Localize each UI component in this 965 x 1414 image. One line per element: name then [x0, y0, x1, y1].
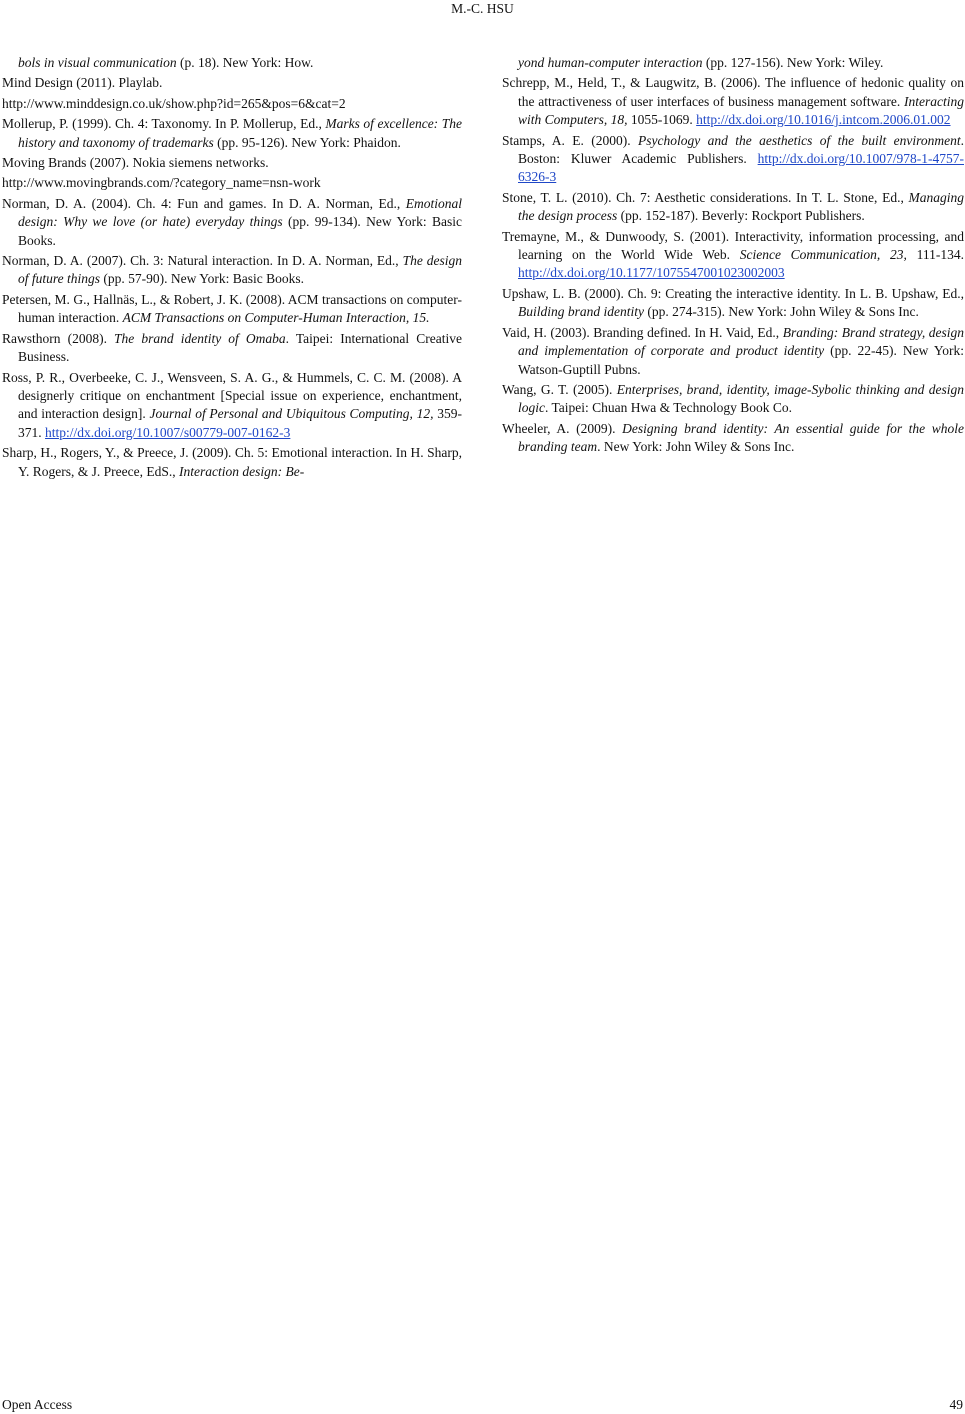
reference-text: 111-134. [906, 247, 965, 263]
reference-title-text: yond human-computer interaction [518, 55, 703, 70]
reference-text: 359-371. [18, 406, 462, 440]
doi-link[interactable]: http://dx.doi.org/10.1007/s00779-007-0162-3 [45, 424, 291, 440]
reference-text: (pp. 99-134). New York: Basic Books. [18, 214, 462, 248]
reference-entry [2, 252, 462, 289]
reference-title-text: Marks of excellence: The history and taxonomy of trademarks [18, 116, 462, 150]
reference-text: Vaid, H. (2003). Branding defined. In H. Vaid, Ed., [502, 324, 783, 340]
reference-entry [2, 369, 462, 443]
reference-title-text: Enterprises, brand, identity, image-Sybolic thinking and design logic [518, 381, 964, 416]
running-head: M.-C. HSU [451, 1, 514, 16]
reference-title-text: Journal of Personal and Ubiquitous Computing, 12, [149, 406, 434, 422]
reference-entry [2, 115, 462, 152]
reference-entry [2, 154, 462, 172]
reference-text: (pp. 127-156). New York: Wiley. [702, 55, 884, 70]
reference-entry [2, 54, 462, 72]
reference-text: . Taipei: Chuan Hwa & Technology Book Co. [545, 400, 792, 416]
reference-entry [2, 291, 462, 328]
reference-entry [2, 74, 462, 92]
reference-title-text: Interacting with Computers, 18, [518, 93, 964, 128]
reference-text: Stamps, A. E. (2000). [502, 132, 639, 148]
reference-entry [502, 74, 964, 129]
reference-entry [2, 195, 462, 250]
reference-entry [502, 132, 964, 187]
reference-text: (pp. 274-315). New York: John Wiley & Sons Inc. [644, 304, 919, 320]
reference-title-text: Emotional design: Why we love (or hate) everyday things [18, 195, 462, 230]
reference-entry [2, 444, 462, 481]
doi-link[interactable]: http://dx.doi.org/10.1016/j.intcom.2006.01.002 [696, 112, 951, 128]
reference-entry [502, 189, 964, 226]
doi-link[interactable]: http://dx.doi.org/10.1007/978-1-4757-6326-3 [518, 151, 964, 185]
reference-text: Wheeler, A. (2009). [502, 420, 623, 436]
reference-text: Tremayne, M., & Dunwoody, S. (2001). Interactivity, information processing, and learning on the World Wide Web. [502, 228, 964, 263]
journal-name: Open Access [2, 1397, 73, 1412]
page-footer [0, 1396, 965, 1414]
page-number: 49 [949, 1397, 963, 1412]
reference-title-text: Designing brand identity: An essential guide for the whole branding team [518, 420, 965, 455]
reference-entry [2, 95, 462, 113]
reference-text: Norman, D. A. (2007). Ch. 3: Natural interaction. In D. A. Norman, Ed., [2, 253, 403, 269]
reference-entry [502, 324, 964, 379]
reference-text: Mollerup, P. (1999). Ch. 4: Taxonomy. In P. Mollerup, Ed., [2, 116, 326, 132]
reference-text: . New York: John Wiley & Sons Inc. [597, 439, 795, 455]
reference-title-text: ACM Transactions on Computer-Human Interaction, 15. [122, 310, 430, 326]
reference-text: (pp. 152-187). Beverly: Rockport Publishers. [617, 208, 865, 224]
doi-link[interactable]: http://dx.doi.org/10.1177/1075547001023002003 [518, 265, 785, 281]
reference-entry [502, 285, 964, 322]
reference-title-text: Science Communication, 23, [739, 247, 907, 263]
reference-text: . Boston: Kluwer Academic Publishers. [518, 132, 965, 167]
reference-text: Schrepp, M., Held, T., & Laugwitz, B. (2006). The influence of hedonic quality on the attractiveness of user interfaces of business management software. [502, 75, 964, 109]
reference-title-text: The design of future things [18, 253, 462, 287]
reference-text: Rawsthorn (2008). [2, 330, 115, 346]
references-left-column [2, 54, 462, 483]
reference-title-text: Branding: Brand strategy, design and implementation of corporate and product identity [518, 324, 965, 359]
reference-entry [502, 381, 964, 418]
reference-text: 1055-1069. [627, 112, 697, 128]
reference-entry [2, 174, 462, 192]
reference-entry [502, 228, 964, 283]
reference-entry [502, 54, 964, 72]
reference-text: Moving Brands (2007). Nokia siemens networks. [2, 155, 269, 171]
reference-text: (pp. 95-126). New York: Phaidon. [213, 134, 401, 150]
reference-text: (pp. 22-45). New York: Watson-Guptill Pubns. [518, 343, 964, 377]
reference-text: Upshaw, L. B. (2000). Ch. 9: Creating the interactive identity. In L. B. Upshaw, Ed., [502, 285, 964, 301]
reference-entry [502, 420, 964, 457]
reference-text: . Taipei: International Creative Business. [18, 330, 462, 365]
reference-text: Wang, G. T. (2005). [502, 381, 617, 397]
reference-title-text: The brand identity of Omaba [114, 330, 286, 346]
reference-text: (pp. 57-90). New York: Basic Books. [100, 271, 305, 287]
reference-entry [2, 330, 462, 367]
reference-text: http://www.minddesign.co.uk/show.php?id=265&pos=6&cat=2 [2, 95, 346, 111]
reference-text: Mind Design (2011). Playlab. [2, 75, 163, 91]
reference-text: Petersen, M. G., Hallnäs, L., & Robert, J. K. (2008). ACM transactions on computer-human interaction. [2, 291, 462, 326]
reference-text: Ross, P. R., Overbeeke, C. J., Wensveen, S. A. G., & Hummels, C. C. M. (2008). A designerly critique on enchantment [Special issue on experience, enchantment, and interaction design]. [2, 369, 462, 422]
reference-text: (p. 18). New York: How. [176, 55, 314, 70]
reference-title-text: Managing the design process [518, 189, 964, 224]
references-right-column [502, 54, 964, 459]
reference-text: Norman, D. A. (2004). Ch. 4: Fun and games. In D. A. Norman, Ed., [2, 195, 406, 211]
reference-title-text: bols in visual communication [18, 55, 177, 70]
reference-title-text: Psychology and the aesthetics of the built environment [638, 132, 961, 148]
reference-text: http://www.movingbrands.com/?category_name=nsn-work [2, 175, 321, 191]
reference-title-text: Building brand identity [518, 304, 644, 320]
reference-text: Sharp, H., Rogers, Y., & Preece, J. (2009). Ch. 5: Emotional interaction. In H. Sharp, Y. Rogers, & J. Preece, EdS., [2, 445, 462, 479]
reference-text: Stone, T. L. (2010). Ch. 7: Aesthetic considerations. In T. L. Stone, Ed., [502, 189, 909, 205]
reference-title-text: Interaction design: Be- [179, 463, 305, 479]
